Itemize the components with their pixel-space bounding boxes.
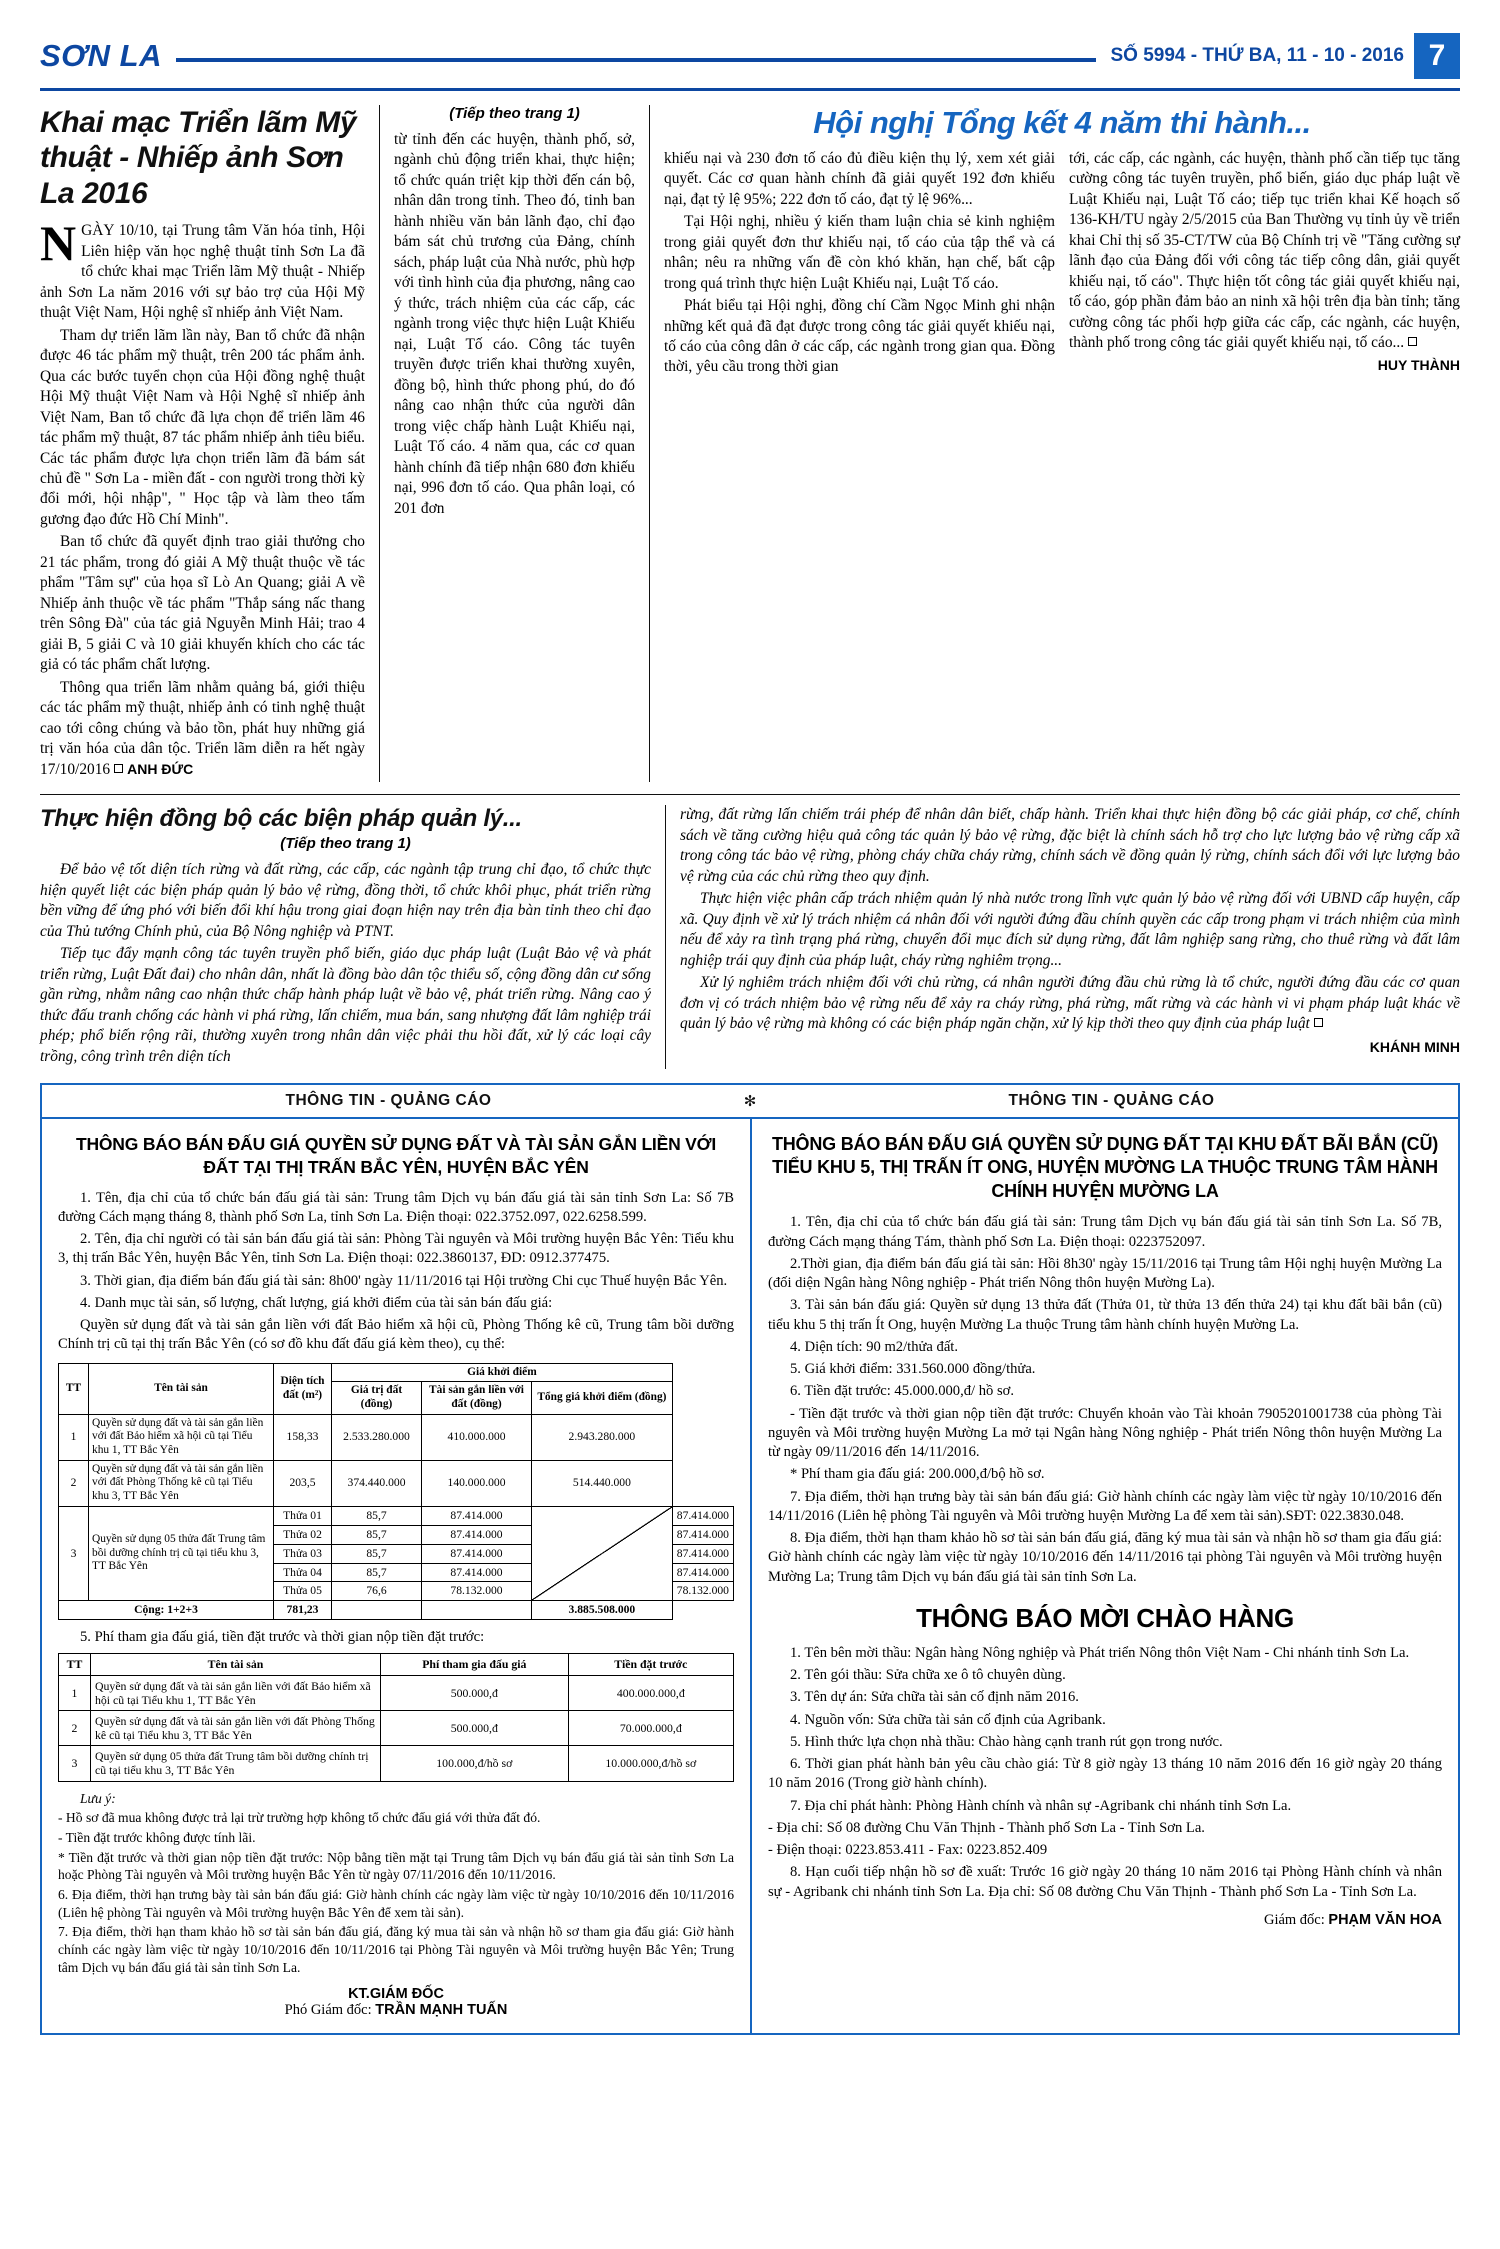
cell-blank2: [422, 1601, 532, 1620]
ad-muong-la-p7: - Tiền đặt trước và thời gian nộp tiền đặt trước: Chuyển khoản vào Tài khoản 7905201001738 của phòng Tài nguyên và Môi trường huyện Mường La mở tại Ngân hàng Nông nghiệp - Phát triển Nông thôn huyện Mường La từ ngày 09/11/2016 đến 14/11/2016.: [768, 1405, 1442, 1461]
fee-table: [58, 1653, 734, 1781]
article-conference-p2: Tại Hội nghị, nhiều ý kiến tham luận chia sẻ kinh nghiệm trong giải quyết đơn thư khiếu nại, tố cáo của tập thể và cá nhân; nêu ra những vấn đề còn khó khăn, hạn chế, bất cập trong quá trình thực hiện Luật Khiếu nại, Luật Tố cáo.: [664, 213, 1055, 292]
ad-quotation-q7: 7. Địa chỉ phát hành: Phòng Hành chính và nhân sự -Agribank chi nhánh tỉnh Sơn La.: [790, 1797, 1292, 1814]
ads-section: [40, 1083, 1460, 2035]
article-forest-col1: [40, 860, 651, 1069]
cell-land: 87.414.000: [422, 1506, 532, 1525]
cell-tt: 3: [59, 1506, 89, 1601]
mid-articles: [40, 794, 1460, 1069]
article-conference-p4-text: tới, các cấp, các ngành, các huyện, thành phố cần tiếp tục tăng cường công tác tuyên truyền, phổ biến, giáo dục pháp luật về Luật Khiếu nại, Luật Tố cáo; tiếp tục triển khai Kế hoạch số 136-KH/TU ngày 2/5/2015 của Ban Thường vụ tỉnh ủy về triển khai Chỉ thị số 35-CT/TW của Bộ Chính trị về "Tăng cường sự lãnh đạo của Đảng đối với công tác tiếp công dân, giải quyết khiếu nại, tố cáo". Thực hiện tốt công tác giải quyết khiếu nại, tố cáo, góp phần đảm bảo an ninh xã hội trên địa bàn tỉnh; tăng cường công tác phối hợp giữa các cấp, các ngành, các huyện, thành phố trong công tác giải quyết khiếu nại, tố cáo...: [1069, 149, 1460, 351]
cell-land: 374.440.000: [332, 1460, 422, 1506]
ad-quotation-q3: 3. Tên dự án: Sửa chữa tài sản cố định năm 2016.: [790, 1689, 1079, 1706]
article-forest-contd: (Tiếp theo trang 1): [280, 835, 411, 853]
ad-muong-la-p10: 8. Địa điểm, thời hạn tham khảo hồ sơ tài sản bán đấu giá, đăng ký mua tài sản và nhận hồ sơ tham gia đấu giá: Giờ hành chính các ngày làm việc từ ngày 10/10/2016 đến 14/11/2016 tại phòng Tài nguyên và Môi trường huyện Mường La; Trung tâm Dịch vụ bán đấu giá tài sản tỉnh Sơn La.: [768, 1530, 1442, 1585]
ad-muong-la-p5: 5. Giá khởi điểm: 331.560.000 đồng/thửa.: [790, 1361, 1036, 1378]
masthead: [40, 28, 1460, 84]
article-continued-col: [380, 105, 650, 782]
cell-land: 87.414.000: [422, 1544, 532, 1563]
cell-name: Quyền sử dụng 05 thửa đất Trung tâm bồi dưỡng chính trị cũ tại tiểu khu 3, TT Bắc Yên: [91, 1746, 381, 1781]
th-fee-deposit: Tiền đặt trước: [568, 1654, 733, 1675]
article-forest: [40, 805, 666, 1069]
table-row: [59, 1675, 734, 1710]
paper-name: SƠN LA: [40, 38, 162, 73]
ad-muong-la-title: THÔNG BÁO BÁN ĐẤU GIÁ QUYỀN SỬ DỤNG ĐẤT TẠI KHU ĐẤT BÃI BẮN (CŨ) TIỂU KHU 5, THỊ TRẤN ÍT ONG, HUYỆN MƯỜNG LA THUỘC TRUNG TÂM HÀNH CHÍNH HUYỆN MƯỜNG LA: [771, 1134, 1439, 1201]
article-exhibition-p2: Tham dự triển lãm lần này, Ban tổ chức đã nhận được 46 tác phẩm mỹ thuật, trên 200 tác phẩm ảnh. Qua các bước tuyển chọn của Hội đồng nghệ thuật Hội Mỹ thuật Việt Nam và Hội Nghệ sĩ nhiếp ảnh Việt Nam, Ban tổ chức đã lựa chọn để triển lãm 46 tác phẩm mỹ thuật, 87 tác phẩm nhiếp ảnh tiêu biểu. Các tác phẩm được lựa chọn triển lãm đã bám sát chủ đề " Sơn La - miền đất - con người trong thời kỳ đổi mới, hội nhập", " Học tập và làm theo tấm gương đạo đức Hồ Chí Minh".: [40, 326, 365, 528]
ad-quotation-q2: 2. Tên gói thầu: Sửa chữa xe ô tô chuyên dùng.: [790, 1667, 1066, 1684]
masthead-rule: [176, 58, 1097, 62]
page-number: 7: [1414, 33, 1460, 79]
article-forest-byline: KHÁNH MINH: [1369, 1038, 1460, 1055]
table-row: [59, 1414, 734, 1460]
end-mark-icon: [114, 764, 123, 773]
article-conference-p3: Phát biểu tại Hội nghị, đồng chí Cầm Ngọc Minh ghi nhận những kết quả đã đạt được trong công tác giải quyết khiếu nại, tố cáo của công dân ở các cấp, các ngành trong gian qua. Đồng thời, yêu cầu trong thời gian: [664, 297, 1055, 376]
article-conference-col2: [1069, 149, 1460, 380]
table-row: [59, 1746, 734, 1781]
ad-bac-yen-p5: Quyền sử dụng đất và tài sản gắn liền với đất Bảo hiểm xã hội cũ, Phòng Thống kê cũ, Trung tâm bồi dưỡng Chính trị cũ tại thị trấn Bắc Yên (có sơ đồ khu đất đấu giá kèm theo), cụ thể:: [58, 1317, 734, 1353]
ad-note-title: Lưu ý:: [80, 1790, 116, 1806]
masthead-divider: [40, 88, 1460, 91]
article-conference-byline: HUY THÀNH: [1377, 357, 1460, 374]
cell-asset: 410.000.000: [422, 1414, 532, 1460]
signature-role: Giám đốc:: [1263, 1911, 1329, 1928]
cell-area: 76,6: [332, 1582, 422, 1601]
th-fee-name: Tên tài sản: [91, 1654, 381, 1675]
article-forest-headline: Thực hiện đồng bộ các biện pháp quản lý...: [40, 805, 522, 833]
signature-name: PHẠM VĂN HOA: [1328, 1911, 1442, 1928]
article-exhibition-byline: ANH ĐỨC: [127, 760, 194, 777]
ad-muong-la-p3: 3. Tài sản bán đấu giá: Quyền sử dụng 13 thửa đất (Thửa 01, từ thửa 13 đến thửa 24) tại khu đất bãi bắn (cũ) tiểu khu 5 thị trấn Ít Ong, huyện Mường La thuộc Trung tâm hành chính huyện Mường La.: [768, 1297, 1442, 1333]
cell-fee: 500.000,đ: [381, 1710, 569, 1745]
cell-total: 514.440.000: [532, 1460, 673, 1506]
th-tt: TT: [59, 1363, 89, 1414]
cell-land: 87.414.000: [422, 1563, 532, 1582]
ad-bac-yen-p1: 1. Tên, địa chỉ của tổ chức bán đấu giá tài sản: Trung tâm Dịch vụ bán đấu giá tài sản tỉnh Sơn La: Số 7B đường Cách mạng tháng 8, thành phố Sơn La, tỉnh Sơn La. Điện thoại: 022.3752.097, 022.6258.599.: [58, 1189, 734, 1225]
drop-cap: N: [40, 215, 77, 272]
ad-muong-la-p4: 4. Diện tích: 90 m2/thửa đất.: [790, 1338, 959, 1355]
ad-note-2: - Tiền đặt trước không được tính lãi.: [58, 1829, 256, 1845]
article-conference: [650, 105, 1460, 782]
article-exhibition-p4: [40, 678, 365, 780]
end-mark-icon: [1408, 337, 1417, 346]
cell-asset-empty: [532, 1506, 673, 1601]
ad-bac-yen-p2: 2. Tên, địa chỉ người có tài sản bán đấu giá tài sản: Phòng Tài nguyên và Môi trường huyện Bắc Yên: Tiểu khu 3, thị trấn Bắc Yên, huyện Bắc Yên, tỉnh Sơn La. Điện thoại: 022.3860137, ĐD: 0912.377475.: [58, 1231, 734, 1267]
table-total-row: [59, 1601, 734, 1620]
ad-bac-yen-p6: 5. Phí tham gia đấu giá, tiền đặt trước và thời gian nộp tiền đặt trước:: [80, 1629, 485, 1646]
ad-quotation-q4: 4. Nguồn vốn: Sửa chữa tài sản cố định của Agribank.: [790, 1711, 1106, 1728]
article-forest-p2: Tiếp tục đẩy mạnh công tác tuyên truyền phổ biến, giáo dục pháp luật (Luật Bảo vệ và phát triển rừng, Luật Đất đai) cho nhân dân, nhất là đồng bào dân tộc thiểu số, cộng đồng dân cư sống gần rừng, nhằm nâng cao nhận thức chấp hành pháp luật về bảo vệ, phát triển rừng. Nâng cao ý thức đấu tranh chống các hành vi phá rừng, lấn chiếm, mua bán, sang nhượng đất lâm nghiệp trái phép; phổ biến rộng rãi, thường xuyên trong nhân dân việc phải thu hồi đất, xử lý các loại cây trồng, công trình trên diện tích: [40, 945, 651, 1065]
cell-total-area: 781,23: [274, 1601, 332, 1620]
cell-area: 85,7: [332, 1525, 422, 1544]
cell-name: Quyền sử dụng đất và tài sản gắn liền với đất Phòng Thống kê cũ tại Tiểu khu 3, TT Bắc Yên: [89, 1460, 274, 1506]
cell-total: 87.414.000: [672, 1544, 733, 1563]
issue-line: SỐ 5994 - THỨ BA, 11 - 10 - 2016: [1110, 45, 1404, 66]
signature-title: KT.GIÁM ĐỐC: [348, 1986, 444, 2003]
cell-blank1: [332, 1601, 422, 1620]
ad-note-4: 6. Địa điểm, thời hạn trưng bày tài sản bán đấu giá: Giờ hành chính các ngày làm việc từ ngày 10/10/2016 đến 10/11/2016 (Liên hệ phòng Tài nguyên và Môi trường huyện Bắc Yên để xem tài sản).: [58, 1886, 734, 1920]
cell-deposit: 10.000.000,đ/hồ sơ: [568, 1746, 733, 1781]
ad-muong-la-p1: 1. Tên, địa chỉ của tổ chức bán đấu giá tài sản: Trung tâm Dịch vụ bán đấu giá tài sản tỉnh Sơn La. Số 7B, đường Cách mạng tháng Tám, thành phố Sơn La. Điện thoại: 0223752097.: [768, 1214, 1442, 1250]
ad-quotation-signature: [768, 1912, 1442, 1929]
ads-header-right: THÔNG TIN - QUẢNG CÁO: [1008, 1092, 1215, 1110]
th-fee-fee: Phí tham gia đấu giá: [381, 1654, 569, 1675]
cell-total: 78.132.000: [672, 1582, 733, 1601]
cell-total: 87.414.000: [672, 1563, 733, 1582]
cell-land: 78.132.000: [422, 1582, 532, 1601]
article-forest-p1: Để bảo vệ tốt diện tích rừng và đất rừng, các cấp, các ngành tập trung chỉ đạo, tổ chức thực hiện quyết liệt các biện pháp quản lý bảo vệ rừng, đồng thời, tổ chức khôi phục, phát triển rừng bền vững để ứng phó với biến đổi khí hậu trong giai đoạn hiện nay trên địa bàn tỉnh theo chỉ đạo của Thủ tướng Chính phủ, của Bộ Nông nghiệp và PTNT.: [40, 861, 651, 940]
ad-note-5: 7. Địa điểm, thời hạn tham khảo hồ sơ tài sản bán đấu giá, đăng ký mua tài sản và nhận hồ sơ tham gia đấu giá: Giờ hành chính các ngày làm việc từ ngày 10/10/2016 đến 10/11/2016 tại Phòng Tài nguyên và Môi trường huyện Bắc Yên; Trung tâm Dịch vụ bán đấu giá tài sản tỉnh Sơn La.: [58, 1924, 734, 1975]
article-exhibition-p1-text: GÀY 10/10, tại Trung tâm Văn hóa tỉnh, Hội Liên hiệp văn học nghệ thuật tỉnh Sơn La đã tổ chức khai mạc Triển lãm Mỹ thuật - Nhiếp ảnh Sơn La năm 2016 với sự bảo trợ của Hội Mỹ thuật Việt Nam, Hội nghệ sĩ nhiếp ảnh Việt Nam.: [40, 222, 365, 322]
ad-note-1: - Hồ sơ đã mua không được trả lại trừ trường hợp không tổ chức đấu giá với thửa đất đó.: [58, 1810, 541, 1826]
cell-name: Quyền sử dụng 05 thửa đất Trung tâm bồi dưỡng chính trị cũ tại tiểu khu 3, TT Bắc Yên: [89, 1506, 274, 1601]
ad-bac-yen-signature: [58, 1986, 734, 2019]
article-continued-p1: từ tỉnh đến các huyện, thành phố, sở, ngành chủ động triển khai, thực hiện; tổ chức quán triệt kịp thời đến cán bộ, nhân dân trong tỉnh. Theo đó, tinh ban hành nhiều văn bản lãnh đạo, chỉ đạo bám sát chủ trương của Đảng, chính sách, pháp luật của Nhà nước, phù hợp với tình hình của địa phương, nâng cao ý thức, trách nhiệm của các cấp, các ngành trong việc thực hiện Luật Khiếu nại, Luật Tố cáo. Công tác tuyên truyền được triển khai thường xuyên, đồng bộ, hình thức phong phú, do đó nâng cao nhận thức của người dân trong việc chấp hành Luật Khiếu nại, Luật Tố cáo. 4 năm qua, các cơ quan hành chính đã tiếp nhận 680 đơn khiếu nại, 996 đơn tố cáo. Qua phân loại, có 201 đơn: [394, 131, 635, 517]
top-articles: [40, 105, 1460, 782]
cell-area: 85,7: [332, 1544, 422, 1563]
cell-deposit: 70.000.000,đ: [568, 1710, 733, 1745]
signature-name: TRẦN MẠNH TUẤN: [375, 2002, 508, 2019]
cell-sub: Thửa 04: [274, 1563, 332, 1582]
end-mark-icon: [1314, 1018, 1323, 1027]
article-forest-p4: Thực hiện việc phân cấp trách nhiệm quản lý nhà nước trong lĩnh vực quản lý bảo vệ rừng đối với UBND cấp huyện, cấp xã. Quy định về xử lý trách nhiệm cá nhân đối với người đứng đầu chính quyền các cấp trong phạm vi trách nhiệm của mình nếu để xảy ra tình trạng phá rừng, chuyển đổi mục đích sử dụng rừng, đất lâm nghiệp sang rừng, cho thuê rừng và đất lâm nghiệp trái quy định của pháp luật, cháy rừng nghiêm trọng...: [680, 890, 1460, 969]
cell-asset: 140.000.000: [422, 1460, 532, 1506]
ad-quotation-q1: 1. Tên bên mời thầu: Ngân hàng Nông nghiệp và Phát triển Nông thôn Việt Nam - Chi nhánh tỉnh Sơn La.: [790, 1644, 1410, 1661]
ads-header-left: THÔNG TIN - QUẢNG CÁO: [285, 1092, 492, 1110]
cell-area: 85,7: [332, 1563, 422, 1582]
ad-note-3: * Tiền đặt trước và thời gian nộp tiền đặt trước: Nộp bằng tiền mặt tại Trung tâm Dịch vụ bán đấu giá tài sản tỉnh Sơn La hoặc Phòng Tài nguyên và Môi trường huyện Bắc Yên từ ngày 07/11/2016 đến 10/11/2016.: [58, 1849, 734, 1883]
article-exhibition-p1: [40, 215, 365, 323]
article-exhibition-p4-text: Thông qua triển lãm nhằm quảng bá, giới thiệu các tác phẩm mỹ thuật, nhiếp ảnh có tinh nghệ thuật cao tới công chúng và bảo tồn, phát huy những giá trị văn hóa của dân tộc. Triển lãm diễn ra hết ngày 17/10/2016: [40, 678, 365, 778]
article-conference-p1: khiếu nại và 230 đơn tố cáo đủ điều kiện thụ lý, xem xét giải quyết. Các cơ quan hành chính đã giải quyết 192 đơn khiếu nại, đạt tỷ lệ 95%; 222 đơn tố cáo, đạt tỷ lệ 96%...: [664, 149, 1055, 208]
article-continued-label: (Tiếp theo trang 1): [449, 105, 580, 122]
cell-total-label: Cộng: 1+2+3: [59, 1601, 274, 1620]
article-conference-p4: [1069, 149, 1460, 354]
th-asset: Tài sản gắn liền với đất (đồng): [422, 1382, 532, 1414]
cell-sub: Thửa 05: [274, 1582, 332, 1601]
cell-tt: 1: [59, 1414, 89, 1460]
ad-quotation-q8: 8. Hạn cuối tiếp nhận hồ sơ đề xuất: Trước 16 giờ ngày 20 tháng 10 năm 2016 tại Phòng Hành chính và nhân sự - Agribank chi nhánh tỉnh Sơn La. Địa chỉ: Số 08 đường Chu Văn Thịnh - Thành phố Sơn La - Tỉnh Sơn La.: [768, 1864, 1442, 1900]
article-forest-p3: rừng, đất rừng lấn chiếm trái phép để nhân dân biết, chấp hành. Triển khai thực hiện đồng bộ các giải pháp, cơ chế, chính sách về tăng cường hiệu quả công tác quản lý bảo vệ rừng, đặc biệt là chính sách hỗ trợ cho lực lượng bảo vệ rừng cấp xã trong công tác bảo vệ rừng, phòng cháy chữa cháy rừng, chính sách về đồng quản lý rừng, chính sách đổi với lực lượng bảo vệ rừng của các chủ rừng theo quy định.: [680, 806, 1460, 885]
cell-sub: Thửa 02: [274, 1525, 332, 1544]
cell-tt: 1: [59, 1675, 91, 1710]
table-row: [59, 1460, 734, 1506]
cell-land: 87.414.000: [422, 1525, 532, 1544]
ad-quotation-q7a: - Địa chỉ: Số 08 đường Chu Văn Thịnh - Thành phố Sơn La - Tỉnh Sơn La.: [768, 1819, 1205, 1836]
ad-quotation-title: THÔNG BÁO MỜI CHÀO HÀNG: [916, 1602, 1294, 1633]
th-fee-tt: TT: [59, 1654, 91, 1675]
signature-role: Phó Giám đốc:: [284, 2002, 376, 2019]
ad-muong-la-p6: 6. Tiền đặt trước: 45.000.000,đ/ hồ sơ.: [790, 1383, 1015, 1400]
cell-tt: 2: [59, 1460, 89, 1506]
auction-table: [58, 1363, 734, 1621]
article-exhibition-p3: Ban tổ chức đã quyết định trao giải thưởng cho 21 tác phẩm, trong đó giải A Mỹ thuật thuộc về tác phẩm "Tâm sự" của họa sĩ Lò An Quang; giải A về Nhiếp ảnh thuộc về tác phẩm "Thắp sáng nấc thang trên Sông Đà" của tác giả Nguyễn Minh Hải; trao 4 giải B, 5 giải C và 10 giải khuyến khích cho các tác giả có tác phẩm chất lượng.: [40, 533, 365, 674]
cell-total: 2.943.280.000: [532, 1414, 673, 1460]
ad-quotation-q7b: - Điện thoại: 0223.853.411 - Fax: 0223.852.409: [768, 1842, 1048, 1859]
cell-land: 2.533.280.000: [332, 1414, 422, 1460]
cell-area: 203,5: [274, 1460, 332, 1506]
cell-fee: 500.000,đ: [381, 1675, 569, 1710]
cell-total: 87.414.000: [672, 1525, 733, 1544]
cell-grand-total: 3.885.508.000: [532, 1601, 673, 1620]
ad-quotation-q5: 5. Hình thức lựa chọn nhà thầu: Chào hàng cạnh tranh rút gọn trong nước.: [790, 1733, 1223, 1750]
cell-area: 85,7: [332, 1506, 422, 1525]
cell-tt: 3: [59, 1746, 91, 1781]
article-conference-headline: Hội nghị Tổng kết 4 năm thi hành...: [813, 105, 1311, 140]
cell-name: Quyền sử dụng đất và tài sản gắn liền với đất Phòng Thống kê cũ tại Tiểu khu 3, TT Bắc Yên: [91, 1710, 381, 1745]
th-area: Diện tích đất (m²): [274, 1363, 332, 1414]
article-forest-p5-text: Xử lý nghiêm trách nhiệm đối với chủ rừng, cá nhân người đứng đầu chủ rừng là tổ chức, người đứng đầu các cơ quan đơn vị có trách nhiệm bảo vệ rừng nếu để xảy ra cháy rừng, phá rừng, mất rừng và các hành vi vi phạm pháp luật khác về quản lý bảo vệ rừng mà không có các biện pháp ngăn chặn, xử lý kịp thời theo quy định của pháp luật: [680, 974, 1460, 1033]
ads-header: [42, 1085, 1458, 1119]
ad-muong-la-p8: * Phí tham gia đấu giá: 200.000,đ/bộ hồ sơ.: [790, 1466, 1045, 1483]
ad-muong-la-p9: 7. Địa điểm, thời hạn trưng bày tài sản bán đấu giá: Giờ hành chính các ngày làm việc từ ngày 10/10/2016 đến 14/11/2016 (Liên hệ phòng Tài nguyên và Môi trường huyện Mường La để xem tài sản).SĐT: 022.3830.048.: [768, 1488, 1442, 1524]
table-row: [59, 1506, 734, 1525]
th-name: Tên tài sản: [89, 1363, 274, 1414]
ad-bac-yen-p3: 3. Thời gian, địa điểm bán đấu giá tài sản: 8h00' ngày 11/11/2016 tại Hội trường Chi cục Thuế huyện Bắc Yên.: [80, 1272, 728, 1289]
cell-tt: 2: [59, 1710, 91, 1745]
cell-name: Quyền sử dụng đất và tài sản gắn liền với đất Bảo hiểm xã hội cũ tại Tiểu khu 1, TT Bắc Yên: [89, 1414, 274, 1460]
article-exhibition: [40, 105, 380, 782]
cell-fee: 100.000,đ/hồ sơ: [381, 1746, 569, 1781]
ad-muong-la-p2: 2.Thời gian, địa điểm bán đấu giá tài sản: Hồi 8h30' ngày 15/11/2016 tại Trung tâm Hội nghị huyện Mường La (đối diện Ngân hàng Nông nghiệp - Phát triển Nông thôn huyện Mường La).: [768, 1255, 1442, 1292]
cell-sub: Thửa 03: [274, 1544, 332, 1563]
table-row: [59, 1710, 734, 1745]
signature-name-line: [58, 2002, 734, 2019]
cell-total: 87.414.000: [672, 1506, 733, 1525]
cell-name: Quyền sử dụng đất và tài sản gắn liền với đất Bảo hiểm xã hội cũ tại Tiểu khu 1, TT Bắc Yên: [91, 1675, 381, 1710]
article-forest-p5: [680, 973, 1460, 1034]
ads-body: [42, 1119, 1458, 2033]
ad-muong-la: [752, 1119, 1458, 2033]
cell-area: 158,33: [274, 1414, 332, 1460]
table-header-row: [59, 1363, 734, 1382]
article-conference-col1: [664, 149, 1055, 380]
ad-bac-yen-p4: 4. Danh mục tài sản, số lượng, chất lượng, giá khởi điểm của tài sản bán đấu giá:: [80, 1294, 553, 1311]
cell-deposit: 400.000.000,đ: [568, 1675, 733, 1710]
ad-bac-yen-title: THÔNG BÁO BÁN ĐẤU GIÁ QUYỀN SỬ DỤNG ĐẤT VÀ TÀI SẢN GẮN LIỀN VỚI ĐẤT TẠI THỊ TRẤN BẮC YÊN, HUYỆN BẮC YÊN: [75, 1134, 717, 1177]
ad-quotation-q6: 6. Thời gian phát hành bản yêu cầu chào giá: Từ 8 giờ ngày 13 tháng 10 năm 2016 đến 16 giờ ngày 20 tháng 10 năm 2016 (Trong giờ hành chính).: [768, 1756, 1442, 1792]
star-icon: ✻: [743, 1093, 757, 1110]
th-group: Giá khởi điểm: [332, 1363, 673, 1382]
th-total: Tổng giá khởi điểm (đồng): [532, 1382, 673, 1414]
ad-bac-yen: [42, 1119, 752, 2033]
th-land: Giá trị đất (đồng): [332, 1382, 422, 1414]
article-exhibition-headline: Khai mạc Triển lãm Mỹ thuật - Nhiếp ảnh Sơn La 2016: [40, 106, 357, 210]
article-forest-cont: [666, 805, 1460, 1069]
cell-sub: Thửa 01: [274, 1506, 332, 1525]
fee-header-row: [59, 1654, 734, 1675]
